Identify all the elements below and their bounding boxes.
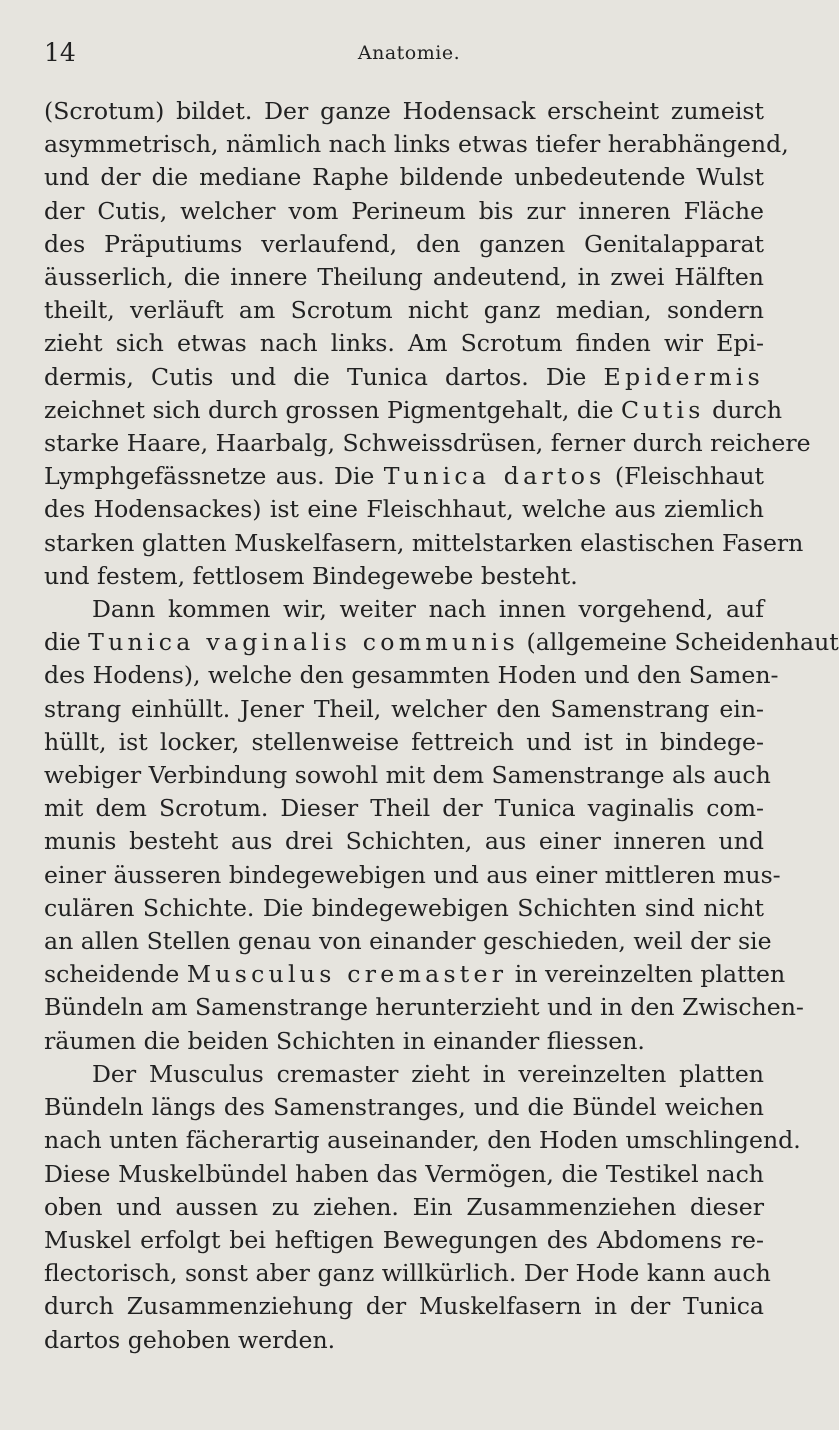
emphasized-term: Epidermis — [603, 362, 764, 391]
text-line — [44, 1191, 764, 1224]
text-segment: munis besteht aus drei Schichten, aus einer inneren und — [44, 827, 764, 856]
page-number: 14 — [44, 38, 76, 67]
text-line — [44, 1124, 801, 1157]
text-line — [44, 560, 764, 593]
text-line — [44, 361, 764, 394]
text-segment: des Hodens), welche den gesammten Hoden und den Samen- — [44, 661, 779, 690]
text-line — [44, 294, 764, 327]
text-line — [44, 394, 783, 427]
text-line — [44, 1158, 764, 1191]
text-segment: webiger Verbindung sowohl mit dem Samenstrange als auch — [44, 761, 771, 790]
text-segment: äusserlich, die innere Theilung andeutend, in zwei Hälften — [44, 263, 764, 292]
text-line — [44, 128, 789, 161]
emphasized-term: Tunica vaginalis communis — [88, 628, 519, 657]
text-line — [44, 593, 764, 626]
text-line — [44, 693, 764, 726]
text-segment: hüllt, ist locker, stellenweise fettreich und ist in bindege- — [44, 727, 764, 756]
text-segment: durch Zusammenziehung der Muskelfasern in der Tunica — [44, 1292, 764, 1321]
text-segment: des Präputiums verlaufend, den ganzen Genitalapparat — [44, 229, 764, 258]
text-segment: Diese Muskelbündel haben das Vermögen, die Testikel nach — [44, 1159, 764, 1188]
paragraph — [44, 1058, 801, 1357]
text-line — [44, 1257, 771, 1290]
text-line — [44, 195, 764, 228]
text-segment: dermis, Cutis und die Tunica dartos. Die — [44, 362, 604, 391]
text-segment: nach unten fächerartig auseinander, den Hoden umschlingend. — [44, 1126, 801, 1155]
text-segment: Bündeln am Samenstrange herunterzieht und in den Zwischen- — [44, 993, 804, 1022]
text-line — [44, 892, 764, 925]
text-segment: Lymphgefässnetze aus. Die — [44, 462, 384, 491]
text-segment: oben und aussen zu ziehen. Ein Zusammenziehen dieser — [44, 1192, 764, 1221]
text-segment: die — [44, 628, 89, 657]
text-segment: asymmetrisch, nämlich nach links etwas tiefer herabhängend, — [44, 130, 789, 159]
text-line — [44, 1290, 764, 1323]
text-segment: durch — [704, 395, 783, 424]
paragraph — [44, 593, 839, 1058]
text-line — [44, 626, 839, 659]
text-segment: in vereinzelten platten — [507, 960, 786, 989]
text-segment: (Fleischhaut — [605, 462, 764, 491]
text-segment: starken glatten Muskelfasern, mittelstarken elastischen Fasern — [44, 528, 804, 557]
text-segment: dartos gehoben werden. — [44, 1325, 336, 1354]
text-segment: strang einhüllt. Jener Theil, welcher den Samenstrang ein- — [44, 694, 764, 723]
text-segment: mit dem Scrotum. Dieser Theil der Tunica vaginalis com- — [44, 794, 764, 823]
text-segment: Muskel erfolgt bei heftigen Bewegungen des Abdomens re- — [44, 1225, 764, 1254]
text-line — [44, 1025, 764, 1058]
text-line — [44, 1324, 764, 1357]
text-segment: theilt, verläuft am Scrotum nicht ganz median, sondern — [44, 296, 764, 325]
text-segment: zieht sich etwas nach links. Am Scrotum finden wir Epi- — [44, 329, 764, 358]
text-line — [44, 493, 764, 526]
text-line — [44, 1224, 764, 1257]
emphasized-term: Musculus cremaster — [186, 960, 508, 989]
text-segment: zeichnet sich durch grossen Pigmentgehalt, die — [44, 395, 621, 424]
text-segment: Der Musculus cremaster zieht in vereinzelten platten — [92, 1059, 764, 1088]
running-head: Anatomie. — [357, 42, 461, 64]
text-line — [44, 991, 804, 1024]
text-segment: culären Schichte. Die bindegewebigen Schichten sind nicht — [44, 893, 764, 922]
text-segment: Bündeln längs des Samenstranges, und die Bündel weichen — [44, 1093, 764, 1122]
text-line — [44, 95, 764, 128]
emphasized-term: Cutis — [621, 395, 705, 424]
text-line — [44, 792, 764, 825]
text-line — [44, 759, 771, 792]
text-segment: (allgemeine Scheidenhaut — [519, 628, 839, 657]
text-line — [44, 261, 764, 294]
text-line — [44, 1058, 764, 1091]
text-segment: (Scrotum) bildet. Der ganze Hodensack erscheint zumeist — [44, 97, 764, 125]
text-segment: des Hodensackes) ist eine Fleischhaut, welche aus ziemlich — [44, 495, 764, 524]
text-line — [44, 958, 786, 991]
text-line — [44, 1091, 764, 1124]
page-header — [44, 38, 774, 78]
text-line — [44, 460, 764, 493]
text-line — [44, 825, 764, 858]
text-segment: flectorisch, sonst aber ganz willkürlich. Der Hode kann auch — [44, 1259, 771, 1288]
text-segment: starke Haare, Haarbalg, Schweissdrüsen, ferner durch reichere — [44, 429, 811, 458]
text-line — [44, 161, 764, 194]
text-line — [44, 527, 804, 560]
text-segment: der Cutis, welcher vom Perineum bis zur inneren Fläche — [44, 196, 764, 225]
paragraph — [44, 95, 811, 593]
text-line — [44, 726, 764, 759]
text-segment: und der die mediane Raphe bildende unbedeutende Wulst — [44, 163, 764, 192]
body-text — [44, 95, 839, 1357]
text-line — [44, 228, 764, 261]
text-segment: an allen Stellen genau von einander geschieden, weil der sie — [44, 927, 772, 956]
text-line — [44, 925, 772, 958]
emphasized-term: Tunica dartos — [383, 462, 606, 491]
text-line — [44, 659, 779, 692]
text-segment: einer äusseren bindegewebigen und aus einer mittleren mus- — [44, 860, 781, 889]
text-line — [44, 859, 781, 892]
text-segment: Dann kommen wir, weiter nach innen vorgehend, auf — [92, 595, 764, 624]
text-segment: scheidende — [44, 960, 187, 989]
text-segment: und festem, fettlosem Bindegewebe besteht. — [44, 561, 578, 590]
text-line — [44, 427, 811, 460]
text-line — [44, 327, 764, 360]
text-segment: räumen die beiden Schichten in einander fliessen. — [44, 1026, 645, 1055]
